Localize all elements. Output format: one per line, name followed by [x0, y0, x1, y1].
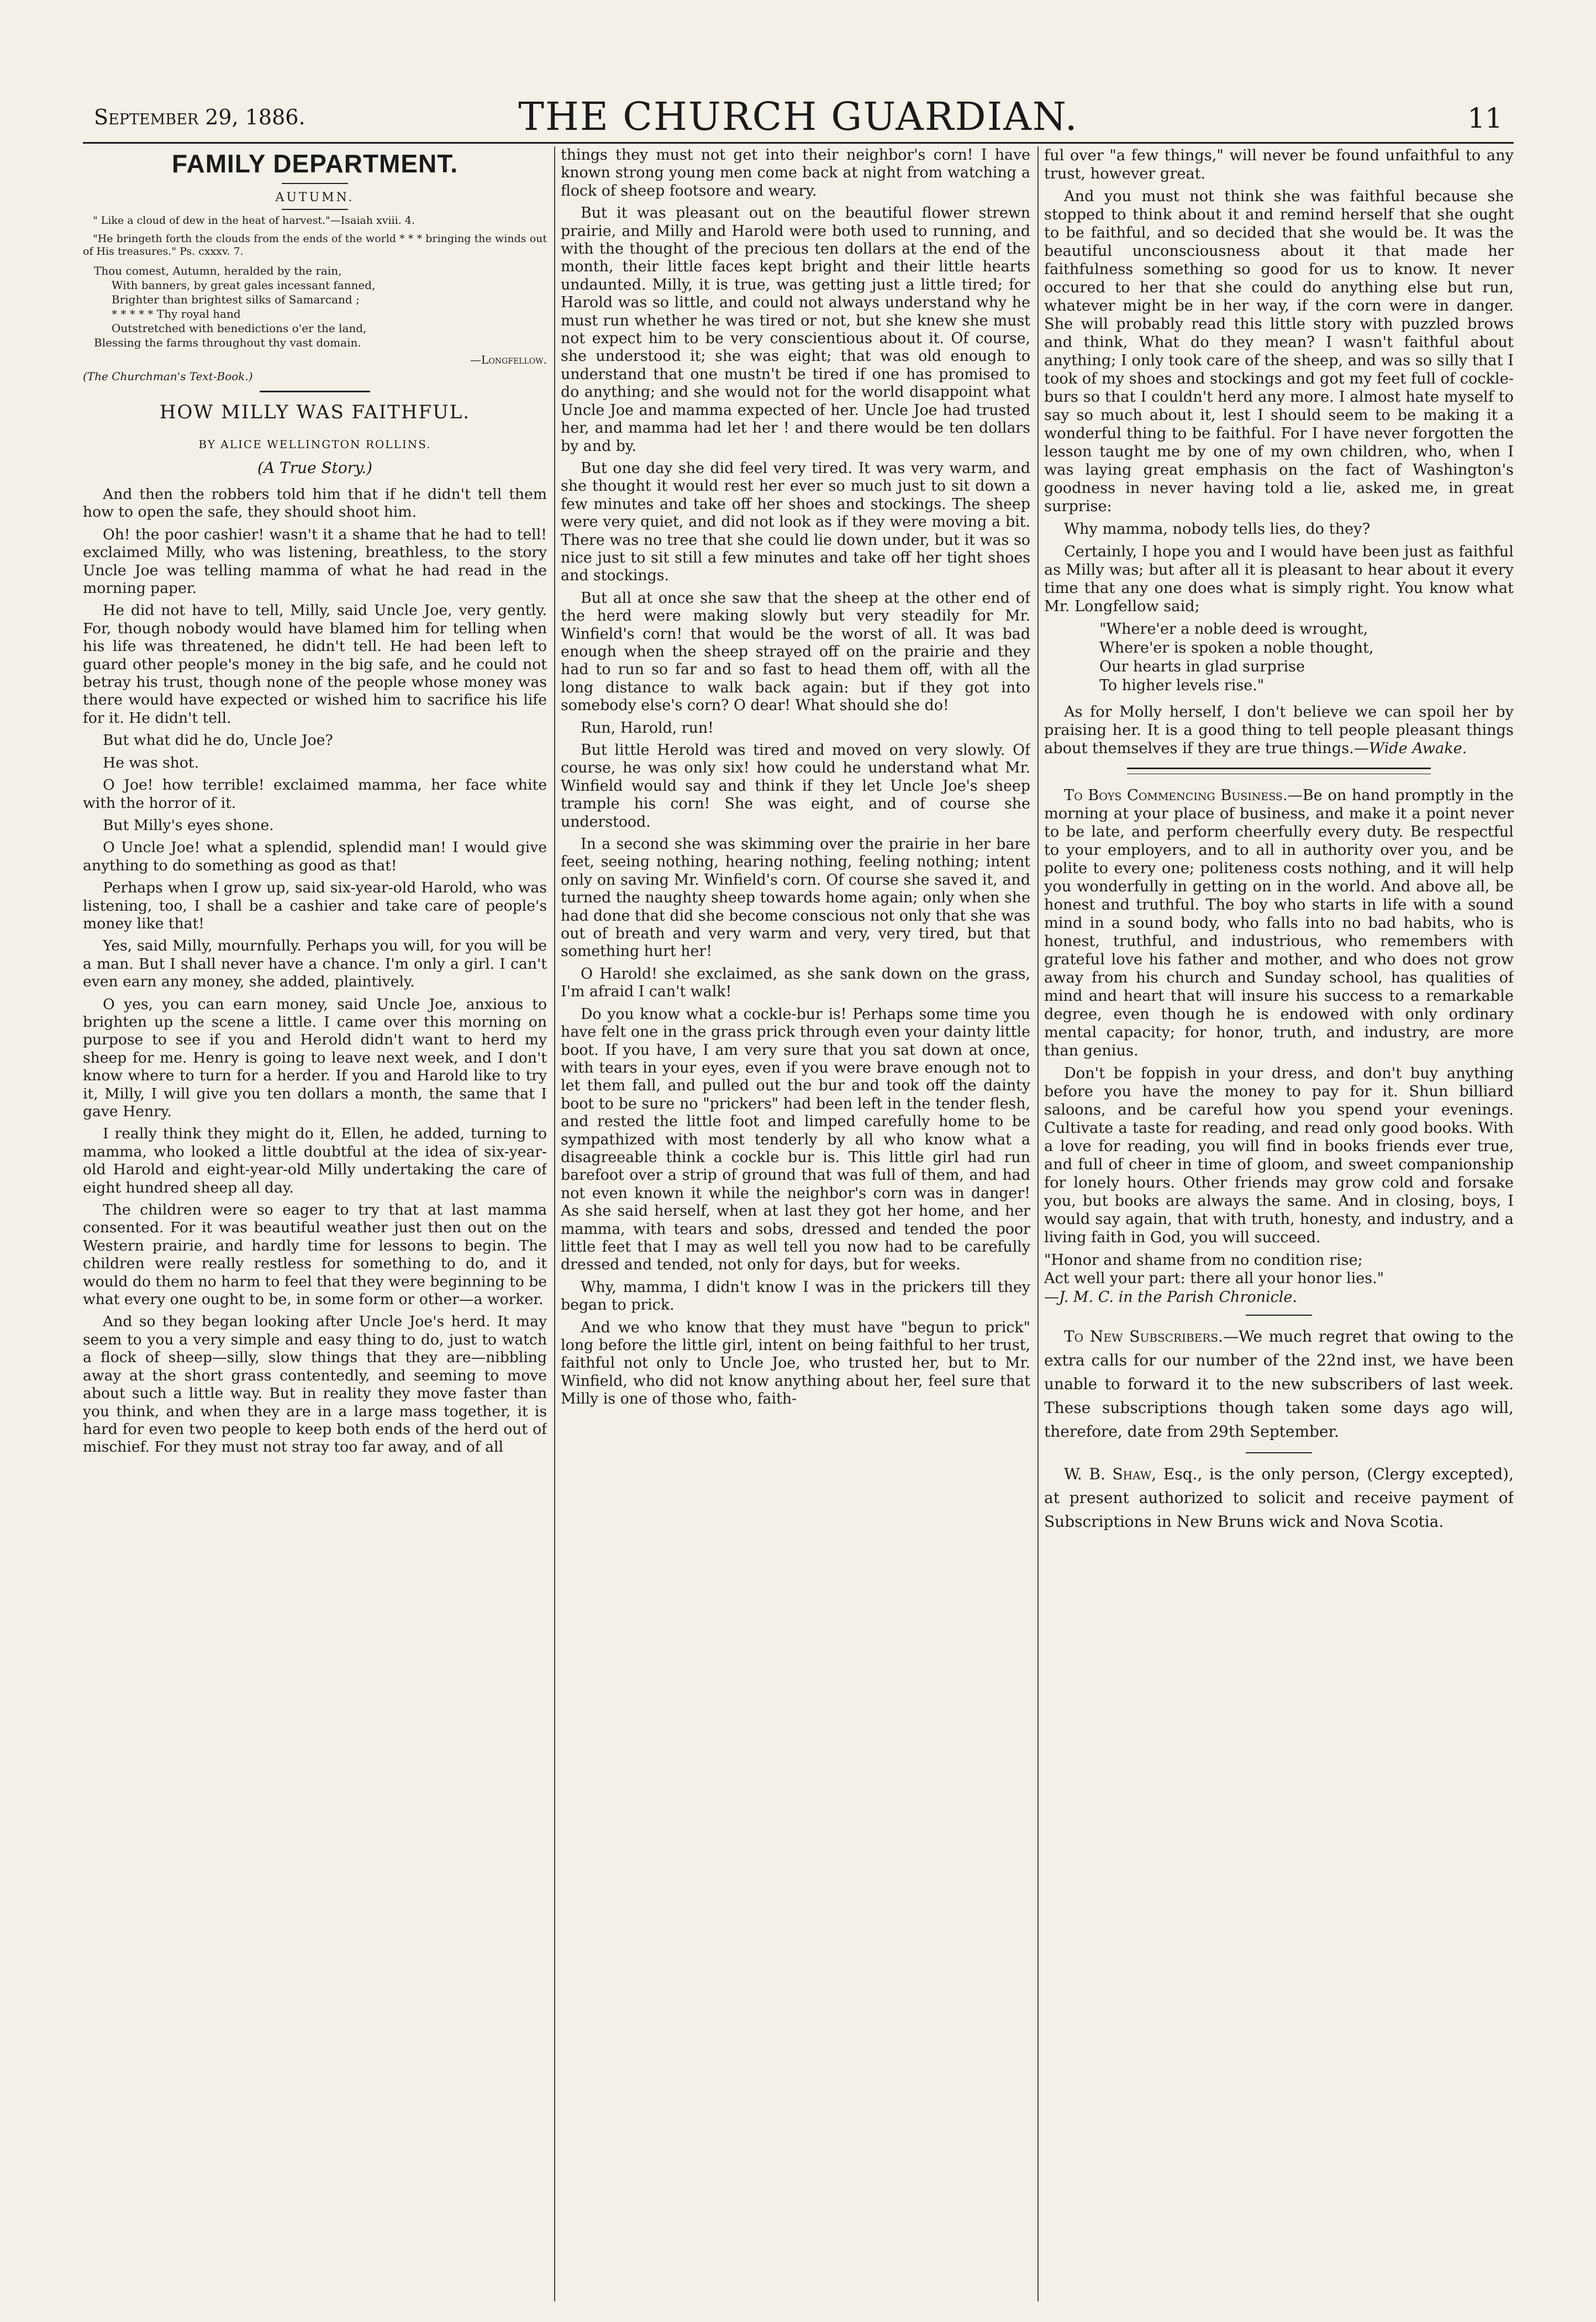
paragraph [1044, 703, 1514, 758]
paragraph: And we who know that they must have "begun to prick" long before the little girl, intent on being faithful to her trust, faithful not only to Uncle Joe, who trusted her, but to Mr. Winfield, who did not know anything about her, feel sure that Milly is one of those who, faith- [561, 1318, 1030, 1408]
paragraph: But Milly's eyes shone. [103, 816, 274, 834]
page-number: 11 [1467, 102, 1503, 134]
story-body [83, 486, 547, 1457]
paragraph: In a second she was skimming over the prairie in her bare feet, seeing nothing, hearing nothing, feeling nothing; intent only on saving Mr. Winfield's corn. Of course she saved it, and turned the naughty sheep towards home again; only when she had done that did she become conscious not only that she was out of breath and very warm and very, very tired, but that something hurt her! [561, 836, 1030, 960]
paragraph: And so they began looking after Uncle Joe's herd. It may seem to you a very simple and easy thing to do, just to watch a flock of sheep—silly, slow things that they are—nibbling away at the short grass contentedly, and seeming to move about such a little way. But in reality they move faster than you think, and when they are in a large mass together, it is hard for even two people to keep both ends of the herd out of mischief. For they must not stray too far away, and of all [83, 1313, 547, 1456]
poem-line: Thou comest, Autumn, heralded by the rain, [94, 264, 342, 277]
poem-line: * * * * * Thy royal hand [112, 307, 241, 321]
boys-text: —Be on hand promptly in the morning at your place of business, and make it a point never to be late, and perform cheerfully every duty. Be respectful to your employers, and to all in authority over you, and be polite to every one; politeness costs nothing, and it will help you wonderfully in getting on in the world. And above all, be honest and truthful. The boy who starts in life with a sound mind in a sound body, who falls into no bad habits, who is honest, truthful, and industrious, who remembers with grateful love his father and mother, and who does not grow away from his church and Sunday school, has qualities of mind and heart that will insure his success to a remarkable degree, even though he is endowed with only ordinary mental capacity; for honor, truth, and industry, are more than genius. [1044, 787, 1514, 1059]
paragraph: The children were so eager to try that at last mamma consented. For it was beautiful weather just then out on the Western prairie, and hardly time for lessons to begin. The children were really restless for something to do, and it would do them no harm to feel that they were beginning to be what every one ought to be, in some form or other—a worker. [83, 1201, 547, 1309]
paragraph: He did not have to tell, Milly, said Uncle Joe, very gently. For, though nobody would have blamed him for telling when his life was threatened, he didn't tell. He had been left to guard other people's money in the big safe, and he could not betray his trust, though none of the people whose money was there would have expected or wished him to sacrifice his life for it. He didn't tell. [83, 602, 547, 727]
paragraph: Do you know what a cockle-bur is! Perhaps some time you have felt one in the grass prick through even your dainty little boot. If you have, I am very sure that you sat down at once, with tears in your eyes, even if you were brave enough not to let them fall, and pulled out the bur and took off the dainty boot to be sure no "prickers" had been left in the tender flesh, and rested the little foot and limped carefully home to be sympathized with most tenderly by all who know what a disagreeable think a cockle bur is. This little girl had run barefoot over a strip of ground that was full of them, and had not even known it while the neighbor's corn was in danger! As she said herself, when at last they got her home, and her mamma, with tears and sobs, dressed and tended the poor little feet that I may as well tell you now had to be carefully dressed and tended, not only for days, but for weeks. [561, 1005, 1030, 1274]
story-subtitle: (A True Story.) [257, 459, 373, 477]
poem-line: Blessing the farms throughout thy vast domain. [94, 336, 361, 349]
paragraph: And you must not think she was faithful because she stopped to think about it and remind herself that she ought to be faithful, and so decided that she would be. It was the beautiful unconsciousness about it that made her faithfulness something so good for us to know. It never occured to her that she could do anything else but run, whatever might be in her way, if the corn were in danger. She will probably read this little story with puzzled brows and think, What do they mean? I wasn't faithful about anything; I only took care of the sheep, and was so silly that I took of my shoes and stockings and got my feet full of cockle-burs so that I couldn't herd any more. I almost hate myself to say so much about it, lest I should seem to be making it a wonderful thing to be faithful. For I have never forgotten the lesson taught me by one of my own children, who, when I was laying great emphasis on the fact of Washington's goodness in never having told a lie, asked me, in great surprise: [1044, 188, 1514, 515]
paragraph: Certainly, I hope you and I would have been just as faithful as Milly was; but after all it is pleasant to hear about it every time that any one does what is simply right. You know what Mr. Longfellow said; [1044, 543, 1514, 615]
poem [94, 264, 547, 350]
paragraph: O Harold! she exclaimed, as she sank down on the grass, I'm afraid I can't walk! [561, 965, 1030, 1001]
paragraph: Why mamma, nobody tells lies, do they? [1064, 521, 1371, 538]
paragraph: And then the robbers told him that if he didn't tell them how to open the safe, they should shoot him. [83, 486, 547, 521]
couplet-line: "Honor and shame from no condition rise; [1044, 1252, 1363, 1269]
agent-text: , Esq., is the only person, (Clergy excepted), at present authorized to solicit and receive payment of Subscriptions in New Bruns wick and Nova Scotia. [1044, 1465, 1514, 1531]
closing-source: Wide Awake. [1369, 740, 1467, 757]
divider [282, 183, 348, 184]
poem-source: (The Churchman's Text-Book.) [83, 370, 253, 383]
paragraph [1044, 1462, 1514, 1533]
department-heading: FAMILY DEPARTMENT. [171, 149, 459, 178]
verse-line: Where'er is spoken a noble thought, [1099, 639, 1374, 656]
divider [1246, 1452, 1312, 1453]
subscribers-notice [1044, 1325, 1514, 1533]
paragraph: Oh! the poor cashier! wasn't it a shame that he had to tell! exclaimed Milly, who was listening, breathless, to the story Uncle Joe was telling mamma of what he had read in the morning paper. [83, 526, 547, 597]
paragraph: Yes, said Milly, mournfully. Perhaps you will, for you will be a man. But I shall never have a chance. I'm only a girl. I can't even earn any money, she added, plaintively. [83, 937, 547, 991]
paragraph: But what did he do, Uncle Joe? [103, 732, 333, 749]
paragraph: O Joe! how terrible! exclaimed mamma, her face white with the horror of it. [83, 776, 547, 812]
paragraph [1044, 786, 1514, 1060]
paragraph: But all at once she saw that the sheep at the other end of the herd were making slowly but very steadily for Mr. Winfield's corn! that would be the worst of all. It was bad enough when the sheep strayed off on the prairie and they had to run so far and so fast to head them off, with all the long distance to walk back again: but if they got into somebody else's corn? O dear! What should she do! [561, 589, 1030, 715]
divider [282, 209, 348, 210]
closing-text: As for Molly herself, I don't believe we can spoil her by praising her. It is a good thing to tell people pleasant things about themselves if they are true things.— [1044, 703, 1514, 757]
couplet-line: Act well your part: there all your honor lies." [1044, 1270, 1384, 1287]
column-2 [561, 146, 1030, 2302]
paragraph: Perhaps when I grow up, said six-year-old Harold, who was listening, too, I shall be a cashier and take care of people's money like that! [83, 879, 547, 932]
verse-line: Our hearts in glad surprise [1099, 658, 1305, 675]
poem-heading: AUTUMN. [275, 191, 355, 204]
issue-date: September 29, 1886. [94, 105, 305, 129]
newspaper-title: THE CHURCH GUARDIAN. [518, 94, 1078, 139]
paragraph: I really think they might do it, Ellen, he added, turning to mamma, who looked a little doubtful at the idea of six-year-old Harold and eight-year-old Milly undertaking the care of eight hundred sheep all day. [83, 1125, 547, 1196]
paragraph: Don't be foppish in your dress, and don't buy anything before you have the money to pay for it. Shun billiard saloons, and be careful how you spend your evenings. Cultivate a taste for reading, and read only good books. With a love for reading, you will find in books friends ever true, and full of cheer in time of gloom, and sweet companionship for lonely hours. Other friends may grow cold and forsake you, but books are always the same. And in closing, boys, I would say again, that with truth, honesty, and industry, and a living faith in God, you will succeed. [1044, 1065, 1514, 1246]
boys-heading: To Boys Commencing Business. [1064, 787, 1288, 804]
longfellow-verse [1099, 620, 1514, 695]
subscribers-heading: To New Subscribers. [1064, 1327, 1223, 1346]
column-rule-2 [1037, 146, 1039, 2302]
story-byline: BY ALICE WELLINGTON ROLLINS. [198, 438, 431, 451]
paragraph: Why, mamma, I didn't know I was in the prickers till they began to prick. [561, 1278, 1030, 1314]
poem-line: Outstretched with benedictions o'er the land, [112, 322, 367, 335]
verse-line: "Where'er a noble deed is wrought, [1099, 621, 1368, 638]
paragraph: Run, Harold, run! [581, 719, 714, 737]
divider [1246, 1315, 1312, 1316]
poem-author: —Longfellow. [470, 353, 547, 366]
agent-name: W. B. Shaw [1064, 1465, 1152, 1483]
paragraph: But it was pleasant out on the beautiful flower strewn prairie, and Milly and Harold were both used to running, and with the thought of the precious ten dollars at the end of the month, their little faces kept bright and their little hearts undaunted. Milly, it is true, was getting just a little tired; for Harold was so little, and could not always understand why he must run whether he was tired or not, but she knew she must not expect him to be very conscientious about it. Of course, she understood it; she was eight; that was old enough to understand that one mustn't be tired if one has promised to do anything; and she would not for the world disappoint what Uncle Joe and mamma expected of her. Uncle Joe had trusted her, and mamma had let her ! and there would be ten dollars by and by. [561, 204, 1030, 455]
subscribers-text: —We much regret that owing to the extra calls for our number of the 22nd inst, we have been unable to forward it to the new subscribers of last week. These subscriptions though taken some days ago will, therefore, date from 29th September. [1044, 1327, 1514, 1441]
column-1 [83, 146, 547, 2302]
paragraph: O Uncle Joe! what a splendid, splendid man! I would give anything to do something as good as that! [83, 839, 547, 874]
divider [260, 391, 370, 392]
verse-line: To higher levels rise." [1099, 677, 1265, 694]
ornamental-divider [1127, 768, 1431, 774]
couplet-source: —J. M. C. in the Parish Chronicle. [1044, 1289, 1297, 1306]
paragraph: O yes, you can earn money, said Uncle Joe, anxious to brighten up the scene a little. I came over this morning on purpose to see if you and Herold didn't want to herd my sheep for me. Henry is going to leave next week, and I don't know where to turn for a herder. If you and Harold like to try it, Milly, I will give you ten dollars a month, the same that I gave Henry. [83, 995, 547, 1120]
poem-line: Brighter than brightest silks of Samarcand ; [112, 293, 360, 306]
poem-line: With banners, by great gales incessant fanned, [112, 279, 376, 292]
paragraph [1044, 1325, 1514, 1443]
paragraph: But little Herold was tired and moved on very slowly. Of course, he was only six! how could he understand what Mr. Winfield would say and think if they let Uncle Joe's sheep trample his corn! She was eight, and of course she understood. [561, 742, 1030, 831]
epigraph: " Like a cloud of dew in the heat of harvest."—Isaiah xviii. 4. [93, 214, 415, 227]
couplet [1044, 1251, 1514, 1288]
story-title: HOW MILLY WAS FAITHFUL. [159, 401, 471, 423]
paragraph: ful over "a few things," will never be found unfaithful to any trust, however great. [1044, 147, 1514, 182]
column-rule-1 [554, 146, 555, 2302]
column-3 [1044, 146, 1514, 2302]
paragraph: He was shot. [103, 754, 199, 771]
masthead [83, 91, 1514, 144]
epigraph: "He bringeth forth the clouds from the ends of the world * * * bringing the winds out of His treasures." Ps. cxxxv. 7. [83, 233, 547, 258]
paragraph: But one day she did feel very tired. It was very warm, and she thought it would rest her ever so much just to sit down a few minutes and take off her shoes and stockings. The sheep were very quiet, and did not look as if they were moving a bit. There was no tree that she could lie down under, but it was so nice just to sit still a few minutes and take off her tight shoes and stockings. [561, 459, 1030, 585]
paragraph: things they must not get into their neighbor's corn! I have known strong young men come back at night from watching a flock of sheep footsore and weary. [561, 146, 1030, 199]
